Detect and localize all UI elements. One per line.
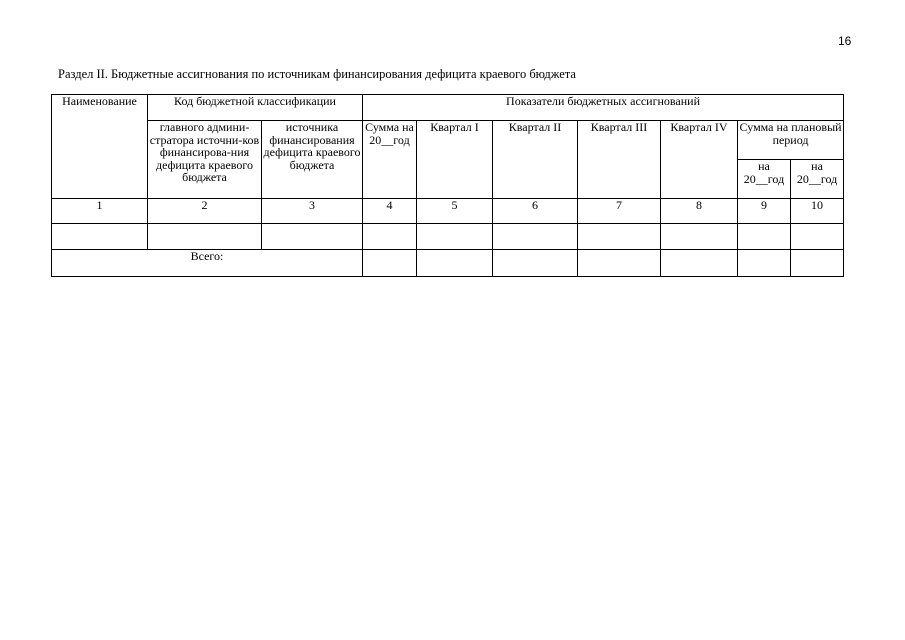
column-number: 9: [738, 199, 791, 224]
section-title: Раздел II. Бюджетные ассигнования по источникам финансирования дефицита краевого бюджета: [58, 67, 576, 81]
column-number: 7: [578, 199, 661, 224]
column-number: 4: [363, 199, 417, 224]
column-number-row: [52, 199, 844, 224]
column-number: 1: [52, 199, 148, 224]
header-quarter-2: Квартал II: [493, 121, 578, 199]
table-cell: [363, 224, 417, 250]
table-cell: [738, 224, 791, 250]
header-quarter-4: Квартал IV: [661, 121, 738, 199]
table-cell: [493, 250, 578, 277]
table-cell: [52, 224, 148, 250]
header-quarter-3: Квартал III: [578, 121, 661, 199]
column-number: 3: [262, 199, 363, 224]
table-cell: [417, 250, 493, 277]
table-cell: [791, 224, 844, 250]
total-row: [52, 250, 844, 277]
column-number: 2: [148, 199, 262, 224]
table-cell: [578, 224, 661, 250]
header-planned-year-1: на 20__год: [738, 160, 791, 199]
table-cell: [791, 250, 844, 277]
total-label: Всего:: [52, 250, 363, 277]
table-cell: [417, 224, 493, 250]
header-planned-year-2: на 20__год: [791, 160, 844, 199]
table-cell: [661, 224, 738, 250]
page-number: 16: [838, 34, 852, 48]
table-cell: [148, 224, 262, 250]
table-cell: [661, 250, 738, 277]
header-planned-period: Сумма на плановый период: [738, 121, 844, 160]
header-main-administrator: главного админи-стратора источни-ков финансирова-ния дефицита краевого бюджета: [148, 121, 262, 199]
column-number: 6: [493, 199, 578, 224]
table-cell: [363, 250, 417, 277]
header-budget-classification-code: Код бюджетной классификации: [148, 95, 363, 121]
header-name: Наименование: [52, 95, 148, 199]
header-quarter-1: Квартал I: [417, 121, 493, 199]
table-row: [52, 224, 844, 250]
column-number: 10: [791, 199, 844, 224]
table-cell: [578, 250, 661, 277]
header-sum-year: Сумма на 20__год: [363, 121, 417, 199]
column-number: 8: [661, 199, 738, 224]
table-cell: [738, 250, 791, 277]
budget-allocations-table: [51, 94, 844, 277]
header-budget-indicators: Показатели бюджетных ассигнований: [363, 95, 844, 121]
table-cell: [262, 224, 363, 250]
table-cell: [493, 224, 578, 250]
header-financing-source: источника финансирования дефицита краевого бюджета: [262, 121, 363, 199]
column-number: 5: [417, 199, 493, 224]
